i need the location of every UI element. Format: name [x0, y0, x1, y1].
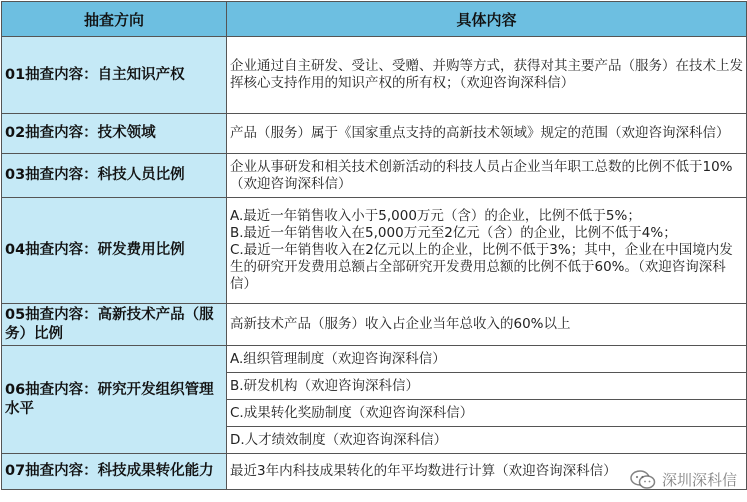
row-direction: 03抽查内容：科技人员比例 — [2, 154, 227, 198]
content-line: A.最近一年销售收入小于5,000万元（含）的企业，比例不低于5%； — [230, 208, 641, 224]
row-content: 最近3年内科技成果转化的年平均数进行计算（欢迎咨询深科信） — [227, 454, 747, 490]
wechat-icon — [630, 470, 656, 490]
table-row — [2, 154, 747, 198]
table-row — [2, 198, 747, 304]
row-direction: 06抽查内容：研究开发组织管理水平 — [2, 346, 227, 454]
row-content-item: C.成果转化奖励制度（欢迎咨询深科信） — [227, 400, 747, 427]
row-direction: 07抽查内容：科技成果转化能力 — [2, 454, 227, 490]
inspection-table — [1, 1, 747, 490]
table-row — [2, 114, 747, 154]
row-content — [227, 198, 747, 304]
row-content: 企业从事研发和相关技术创新活动的科技人员占企业当年职工总数的比例不低于10%（欢迎咨询深科信） — [227, 154, 747, 198]
watermark — [630, 469, 737, 490]
row-content-item: A.组织管理制度（欢迎咨询深科信） — [227, 346, 747, 373]
header-direction: 抽查方向 — [2, 2, 227, 37]
row-direction: 02抽查内容：技术领域 — [2, 114, 227, 154]
row-content-item: D.人才绩效制度（欢迎咨询深科信） — [227, 427, 747, 454]
row-content: 高新技术产品（服务）收入占企业当年总收入的60%以上 — [227, 304, 747, 346]
row-direction: 05抽查内容：高新技术产品（服务）比例 — [2, 304, 227, 346]
header-content: 具体内容 — [227, 2, 747, 37]
table-header-row — [2, 2, 747, 37]
row-content-item: B.研发机构（欢迎咨询深科信） — [227, 373, 747, 400]
watermark-text: 深圳深科信 — [661, 472, 737, 489]
content-line: B.最近一年销售收入在5,000万元至2亿元（含）的企业，比例不低于4%； — [230, 225, 677, 241]
row-direction: 01抽查内容：自主知识产权 — [2, 37, 227, 114]
table-row — [2, 304, 747, 346]
row-content: 产品（服务）属于《国家重点支持的高新技术领域》规定的范围（欢迎咨询深科信） — [227, 114, 747, 154]
content-line: C.最近一年销售收入在2亿元以上的企业，比例不低于3%；其中，企业在中国境内发生的研究开发费用总额占全部研究开发费用总额的比例不低于60%。（欢迎咨询深科信） — [230, 242, 733, 292]
row-content: 企业通过自主研发、受让、受赠、并购等方式，获得对其主要产品（服务）在技术上发挥核心支持作用的知识产权的所有权；（欢迎咨询深科信） — [227, 37, 747, 114]
row-direction: 04抽查内容：研发费用比例 — [2, 198, 227, 304]
table-row — [2, 37, 747, 114]
table-row — [2, 346, 747, 373]
